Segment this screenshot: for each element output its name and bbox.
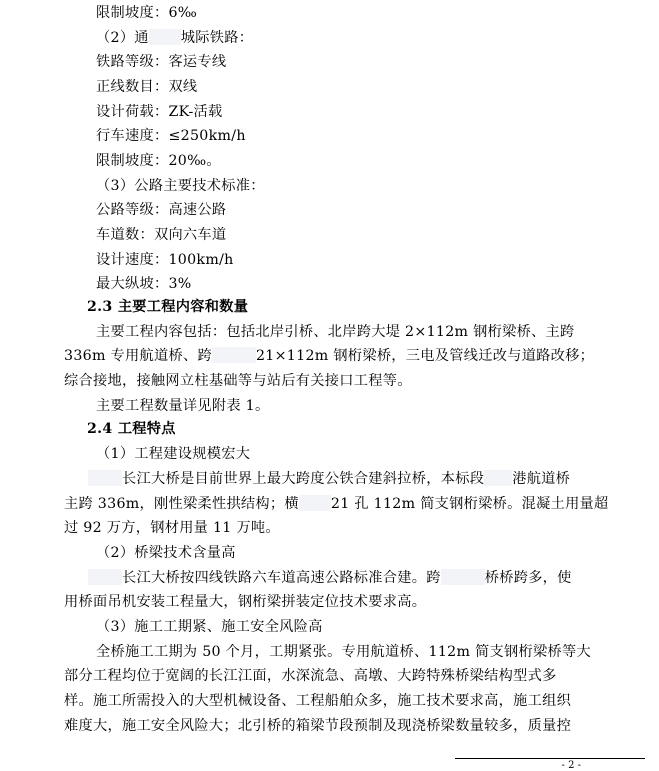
text-line: （3）公路主要技术标准： <box>96 178 265 194</box>
paragraph-line: 主要工程内容包括：包括北岸引桥、北岸跨大堤 2×112m 钢桁梁桥、主跨 <box>96 324 575 340</box>
redaction-blank <box>88 569 122 585</box>
redaction-blank <box>484 470 512 486</box>
paragraph-line <box>88 568 572 588</box>
text-line: 限制坡度：6‰ <box>96 5 198 21</box>
text-line: 设计荷载：ZK-活载 <box>96 104 223 120</box>
section-heading: 2.3 主要工程内容和数量 <box>87 299 249 315</box>
redaction-blank <box>149 29 181 45</box>
text-fragment: 城际铁路： <box>180 30 254 46</box>
text-line <box>96 28 253 48</box>
paragraph-line: 部分工程均位于宽阔的长江江面，水深流急、高墩、大跨特殊桥梁结构型式多 <box>64 668 557 684</box>
text-line: 设计速度：100km/h <box>96 252 234 268</box>
text-fragment: （2）通 <box>96 30 149 46</box>
page-number: - 2 - <box>561 760 581 771</box>
paragraph-line: 样。施工所需投入的大型机械设备、工程船舶众多，施工技术要求高，施工组织 <box>64 693 572 709</box>
text-line: 最大纵坡：3% <box>96 276 192 292</box>
text-fragment: 港航道桥 <box>512 471 571 487</box>
paragraph-line: 难度大，施工安全风险大；北引桥的箱梁节段预制及现浇桥梁数量较多，质量控 <box>64 718 572 734</box>
text-line: 公路等级：高速公路 <box>96 202 227 218</box>
subsection-title: （2）桥梁技术含量高 <box>96 545 236 561</box>
redaction-blank <box>88 470 122 486</box>
paragraph-line: 过 92 万方，钢材用量 11 万吨。 <box>64 520 280 536</box>
text-fragment: 主跨 336m，刚性梁柔性拱结构；横 <box>64 496 299 512</box>
paragraph-line <box>64 494 609 514</box>
text-fragment: 长江大桥按四线铁路六车道高速公路标准合建。跨 <box>122 570 441 586</box>
text-fragment: 长江大桥是目前世界上最大跨度公铁合建斜拉桥，本标段 <box>122 471 485 487</box>
text-line: 限制坡度：20‰。 <box>96 153 221 169</box>
text-line: 车道数：双向六车道 <box>96 227 227 243</box>
paragraph-line: 全桥施工工期为 50 个月，工期紧张。专用航道桥、112m 简支钢桁梁桥等大 <box>96 644 591 660</box>
text-fragment: 桥桥跨多，使 <box>484 570 572 586</box>
redaction-blank <box>212 347 256 363</box>
text-fragment: 21×112m 钢桁梁桥，三电及管线迁改与道路改移； <box>255 348 595 364</box>
subsection-title: （3）施工工期紧、施工安全风险高 <box>96 619 323 635</box>
paragraph-line: 综合接地，接触网立柱基础等与站后有关接口工程等。 <box>64 373 412 389</box>
subsection-title: （1）工程建设规模宏大 <box>96 446 251 462</box>
section-heading: 2.4 工程特点 <box>87 421 176 437</box>
paragraph-line <box>64 346 594 366</box>
paragraph-line <box>88 469 570 489</box>
footer-rule <box>455 758 645 759</box>
paragraph-line: 主要工程数量详见附表 1。 <box>96 398 270 414</box>
text-fragment: 21 孔 112m 简支钢桁梁桥。混凝土用量超 <box>330 496 609 512</box>
redaction-blank <box>441 569 485 585</box>
text-line: 铁路等级：客运专线 <box>96 54 227 70</box>
text-line: 行车速度：≤250km/h <box>96 128 246 144</box>
redaction-blank <box>299 495 331 511</box>
paragraph-line: 用桥面吊机安装工程量大，钢桁梁拼装定位技术要求高。 <box>64 594 427 610</box>
text-fragment: 336m 专用航道桥、跨 <box>64 348 212 364</box>
text-line: 正线数目：双线 <box>96 79 198 95</box>
